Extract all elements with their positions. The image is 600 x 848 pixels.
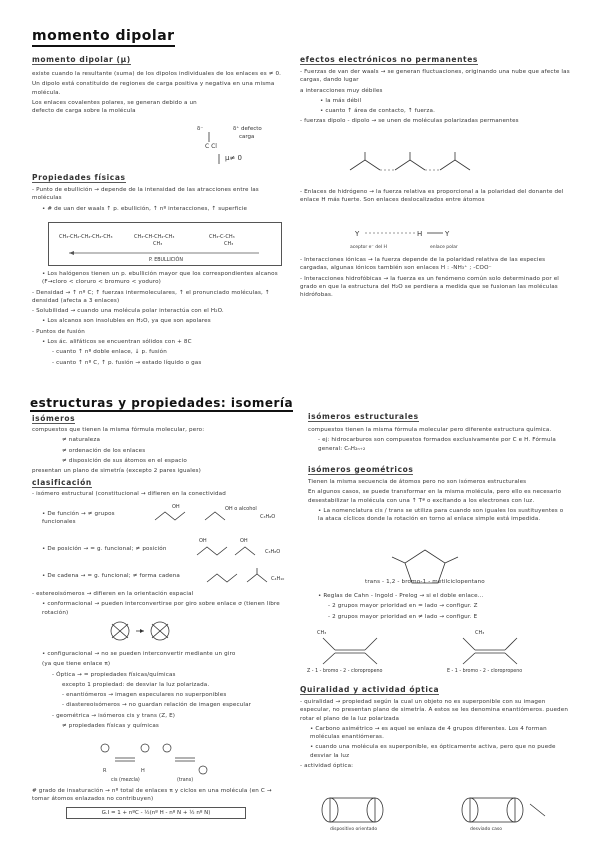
optica-right-label: desviado caso (470, 827, 503, 832)
ring-label: trans - 1,2 - bromo-1 - metilciclopentano (365, 579, 485, 585)
isomeros-line-4: ≠ disposición de sus átomos en el espacio (62, 457, 187, 464)
hbond-donor: enlace polar (430, 245, 458, 250)
posicion-figure (195, 535, 290, 563)
isomeria-heading: estructuras y propiedades: isomería (30, 396, 294, 410)
dipolo-dipolo-figure (345, 150, 475, 185)
quiral-line-2: • Carbono asimétrico → es aquel se enlaza de 4 grupos diferentes. Los 4 forman moléculas enantiómeras. (310, 725, 547, 741)
isomeros-line-1: compuestos que tienen la misma fórmula molecular, pero: (32, 427, 205, 433)
funcion-label: • De función → ≠ grupos funcionales (42, 511, 115, 526)
efectos-text (300, 68, 570, 128)
geom-line-3: • La nomenclatura cis / trans se utiliza para cuando son iguales los sustituyentes o la ataca cíclicos donde la rotación en torno al enlace simple está impedida. (318, 507, 564, 523)
funcion-f2: OH o alcohol (225, 506, 257, 512)
config-line-7: - geométrica → isómeros cis y trans (Z, E) (52, 712, 176, 719)
ze-figure (305, 622, 575, 674)
isomeros-text (32, 426, 287, 477)
geom-line-2: En algunos casos, se puede transformar en la misma molécula, pero ello es necesario desestabilizar la molécula con una ↑ Tª o excitando a los electrones con luz. (308, 489, 562, 504)
ionicas-line-2: - Interacciones hidrofóbicas → la fuerza es un fenómeno común solo determinado por el grado en que la estructura del H₂O se perdiera a medida que se fusionan las moléculas hidrófobas. (300, 275, 559, 299)
props-line-2: • # de uan der waals ↑ p. ebullición, ↑ nº interacciones, ↑ superficie (42, 205, 248, 212)
config-line-3: - Óptica → = propiedades físicas/químicas (52, 671, 176, 678)
cis-label: cis (mezcla) (111, 778, 140, 783)
dipolo-line-3: Los enlaces covalentes polares, se generan debido a un defecto de carga sobre la molécula (32, 99, 197, 115)
funcion-formula: C₃H₈O (260, 514, 276, 520)
estruct-line-1: compuestos tienen la misma fórmula molecular pero diferente estructura química. (308, 427, 552, 433)
estereo-line-2: • conformacional → pueden interconvertirse por giro sobre enlace σ (tienen libre rotación) (42, 601, 280, 616)
quiral-line-1: - quiralidad → propiedad según la cual un objeto no es superponible con su imagen especular, no presentan plano de simetría. A estos se les denomina enantiómeros. pueden rotar el plano de la luz polarizada (300, 699, 569, 722)
clasif-text (32, 490, 292, 500)
clasificacion-heading: clasificación (32, 478, 92, 487)
ebullicion-axis: P. EBULLICIÓN (149, 258, 183, 263)
posicion-f2: OH (240, 538, 248, 544)
trans-label: (trans) (177, 778, 194, 783)
geom-text (308, 478, 570, 525)
props-text (32, 186, 287, 215)
cis-r-label: R (103, 768, 107, 774)
efectos-line-4: • cuanto ↑ área de contacto, ↑ fuerza. (320, 108, 436, 115)
clasif-line-1: - isómero estructural (constitucional → difieren en la conectividad (32, 491, 226, 497)
dipolo-delta-plus: δ⁺ defecto (233, 126, 262, 132)
insaturacion-text: # grado de insaturación → nº total de enlaces π y ciclos en una molécula (en C → tomar átomos enlazados no contribuyen) (32, 788, 272, 803)
dipolo-mu: μ≠ 0 (225, 154, 242, 162)
e-ch3-label: CH₃ (475, 630, 485, 636)
ebullicion-m3: CH₃-C-CH₃ (209, 234, 235, 240)
dipolo-charge: carga (239, 134, 255, 140)
hbond-acceptor: aceptor e⁻ del H (350, 245, 387, 250)
posicion-label: • De posición → = g. funcional; ≠ posición (42, 546, 167, 552)
posicion-formula: C₃H₈O (265, 549, 281, 555)
optica-left-label: dispositivo orientado (330, 827, 378, 832)
config-line-8: ≠ propiedades físicas y químicas (62, 723, 159, 730)
hbond-y1: Y (355, 230, 360, 238)
dipolo-line-1: existe cuando la resultante (suma) de los dipolos individuales de los enlaces es ≠ 0. (32, 71, 282, 77)
props2-line-1: • Los halógenos tienen un p. ebullición mayor que los correspondientes alcanos (F→cloro < cloruro < bromuro < yoduro) (42, 271, 278, 286)
config-line-4: excepto 1 propiedad: de desviar la luz polarizada. (62, 681, 210, 688)
cahn-line-1: • Reglas de Cahn - Ingold - Prelog → si el doble enlace... (318, 593, 484, 599)
funcion-figure (150, 500, 280, 528)
efectos-line-1: - Fuerzas de van der waals → se generan fluctuaciones, originando una nube que afecte las cargas, dando lugar (300, 69, 570, 84)
cadena-formula: C₄H₁₀ (271, 576, 285, 582)
props2-line-3: - Solubilidad → cuando una molécula polar interactúa con el H₂O. (32, 308, 224, 315)
quiralidad-heading: Quiralidad y actividad óptica (300, 685, 440, 694)
conformacional-figure (100, 616, 180, 646)
estereo-text (32, 590, 287, 619)
props-heading: Propiedades físicas (32, 173, 126, 182)
props-text-2 (32, 270, 287, 369)
props2-line-6: • Los ác. alifáticos se encuentran sólidos con + 8C (42, 339, 192, 346)
isomeros-line-5: presentan un plano de simetría (excepto 2 pares iguales) (32, 468, 201, 475)
config-line-6: - diastereoisómeros → no guardan relación de imagen especular (62, 702, 252, 709)
isomeros-line-2: ≠ naturaleza (62, 437, 101, 444)
cis-h-label: H (141, 768, 145, 774)
ebullicion-m2b: CH₃ (153, 241, 163, 247)
efectos-line-5: - fuerzas dipolo - dipolo → se unen de moléculas polarizadas permanentes (300, 118, 519, 125)
e-label: E - 1 - bromo - 2 - cloropropeno (447, 669, 523, 674)
hbond-figure (345, 218, 475, 253)
dipolo-line-2: Un dipolo está constituido de regiones de carga positiva y negativa en una misma molécula. (32, 81, 275, 96)
ebullicion-box (48, 222, 282, 266)
props2-line-4: • Los alcanos son insolubles en H₂O, ya que son apolares (42, 318, 211, 325)
cahn-line-3: - 2 grupos mayor prioridad en ≠ lado → configur. E (328, 613, 478, 620)
dipolo-atoms: C Cl (205, 143, 217, 150)
hidrogeno-line-1: - Enlaces de hidrógeno → la fuerza relativa es proporcional a la polaridad del donante del enlace H más fuerte. Son enlaces deslocalizados entre átomos (300, 189, 564, 204)
dipolo-delta-minus: δ⁻ (197, 126, 204, 132)
insaturacion-formula: G.I = 1 + nºC - ½(nº H - nº N + ½ nº N) (66, 807, 246, 819)
config-text (32, 650, 292, 732)
props2-line-2: - Densidad → ↑ nº C; ↑ fuerzas intermoleculares, ↑ el pronunciado moléculas, ↑ densidad (afecta a 3 enlaces) (32, 289, 270, 304)
hbond-h: H (417, 230, 423, 238)
ebullicion-m1: CH₃-CH₂-CH₂-CH₂-CH₃ (59, 234, 113, 240)
posicion-f1: OH (199, 538, 207, 544)
hidrogeno-text (300, 188, 570, 207)
funcion-f1: OH (172, 504, 180, 510)
cahn-line-2: - 2 grupos mayor prioridad en = lado → configur. Z (328, 603, 478, 610)
dipolo-text (32, 70, 282, 117)
props2-line-5: - Puntos de fusión (32, 328, 85, 335)
efectos-line-2: a interacciones muy débiles (300, 87, 383, 94)
estruct-text (308, 426, 570, 455)
cadena-label: • De cadena → = g. funcional; ≠ forma cadena (42, 573, 180, 579)
dipolo-figure (195, 122, 285, 167)
efectos-heading: efectos electrónicos no permanentes (300, 55, 478, 64)
hbond-y2: Y (445, 230, 450, 238)
config-line-2: (ya que tiene enlace π) (42, 661, 111, 668)
isomeros-line-3: ≠ ordenación de los enlaces (62, 447, 146, 454)
cahn-text (308, 592, 570, 623)
isomeros-heading: isómeros (32, 414, 76, 423)
quiral-text (300, 698, 570, 772)
estruct-line-2: - ej: hidrocarburos son compuestos formados exclusivamente por C e H. Fórmula general: CₙH₂ₙ₊₂ (318, 437, 556, 452)
estereo-line-1: - estereoisómeros → difieren en la orientación espacial (32, 591, 194, 597)
z-label: Z - 1 - bromo - 2 - cloropropeno (307, 669, 383, 674)
actividad-optica-figure (300, 792, 575, 832)
efectos-line-3: • la más débil (320, 97, 362, 104)
ionicas-text (300, 256, 570, 301)
cadena-figure (205, 566, 290, 588)
props2-line-8: - cuanto ↑ nº C, ↑ p. fusión → estado líquido o gas (52, 359, 202, 366)
config-line-5: - enantiómeros → imagen especulares no superponibles (62, 692, 227, 699)
props2-line-7: - cuanto ↑ nº doble enlace, ↓ p. fusión (52, 349, 167, 356)
dipolo-heading: momento dipolar (μ) (32, 55, 131, 64)
ebullicion-m2: CH₃-CH-CH₂-CH₃ (134, 234, 175, 240)
props-line-1: - Punto de ebullición → depende de la intensidad de las atracciones entre las moléculas (32, 187, 259, 202)
cis-trans-figure (95, 738, 225, 783)
quiral-line-3: • cuando una molécula es superponible, es ópticamente activa, pero que no puede desviar la luz (310, 744, 556, 759)
z-ch3-label: CH₃ (317, 630, 327, 636)
estructurales-heading: isómeros estructurales (308, 412, 419, 421)
config-line-1: • configuracional → no se pueden interconvertir mediante un giro (42, 651, 236, 657)
ebullicion-svg (49, 223, 281, 265)
geometricos-heading: isómeros geométricos (308, 465, 414, 474)
geom-line-1: Tienen la misma secuencia de átomos pero no son isómeros estructurales (308, 479, 527, 485)
ebullicion-m3b: CH₃ (224, 241, 234, 247)
quiral-line-4: - actividad óptica: (300, 763, 354, 770)
page-title: momento dipolar (32, 28, 175, 47)
ionicas-line-1: - Interacciones iónicas → la fuerza depende de la polaridad relativa de las especies cargadas, algunas iónicos también son enlaces H : -NH₃⁺ ; -COO⁻ (300, 257, 546, 272)
